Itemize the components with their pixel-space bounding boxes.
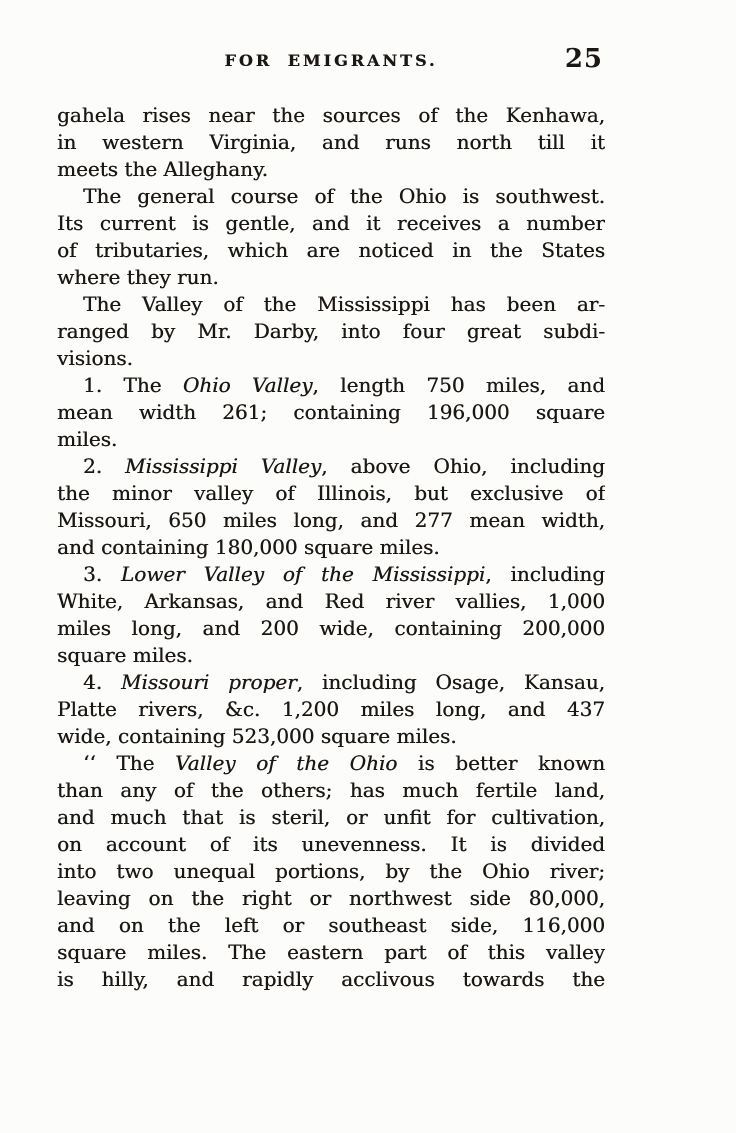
text-line xyxy=(57,615,605,642)
paragraph xyxy=(57,102,605,183)
text-segment: miles. xyxy=(57,427,118,451)
page-number: 25 xyxy=(564,44,603,74)
text-line xyxy=(57,264,605,291)
text-line xyxy=(57,183,605,210)
text-segment: is hilly, and rapidly acclivous towards the xyxy=(57,967,605,991)
text-line xyxy=(57,426,605,453)
text-segment: of tributaries, which are noticed in the States xyxy=(57,238,605,262)
text-line xyxy=(57,885,605,912)
text-segment: miles long, and 200 wide, containing 200,000 xyxy=(57,616,605,640)
text-segment: on account of its unevenness. It is divided xyxy=(57,832,605,856)
running-title: FOR EMIGRANTS. xyxy=(224,51,438,70)
text-line xyxy=(57,831,605,858)
text-line xyxy=(57,858,605,885)
text-segment: The Valley of the Mississippi has been ar- xyxy=(83,292,605,316)
italic-text-segment: Missouri proper xyxy=(120,670,297,694)
text-segment: 3. xyxy=(83,562,121,586)
paragraph xyxy=(57,669,605,750)
text-segment: where they run. xyxy=(57,265,219,289)
text-segment: visions. xyxy=(57,346,133,370)
text-line xyxy=(57,453,605,480)
text-segment: square miles. xyxy=(57,643,193,667)
text-line xyxy=(57,291,605,318)
text-segment: 1. The xyxy=(83,373,183,397)
text-line xyxy=(57,588,605,615)
text-segment: The general course of the Ohio is southwest. xyxy=(83,184,605,208)
text-segment: than any of the others; has much fertile land, xyxy=(57,778,605,802)
text-segment: and containing 180,000 square miles. xyxy=(57,535,440,559)
text-segment: square miles. The eastern part of this valley xyxy=(57,940,605,964)
text-line xyxy=(57,102,605,129)
text-line xyxy=(57,318,605,345)
text-line xyxy=(57,723,605,750)
text-segment: meets the Alleghany. xyxy=(57,157,268,181)
text-line xyxy=(57,507,605,534)
text-segment: wide, containing 523,000 square miles. xyxy=(57,724,457,748)
text-line xyxy=(57,777,605,804)
text-line xyxy=(57,669,605,696)
text-line xyxy=(57,372,605,399)
text-line xyxy=(57,642,605,669)
text-block xyxy=(57,102,605,993)
text-line xyxy=(57,399,605,426)
italic-text-segment: Lower Valley of the Mississippi xyxy=(120,562,486,586)
text-segment: , length 750 miles, and xyxy=(312,373,605,397)
text-line xyxy=(57,210,605,237)
text-segment: Platte rivers, &c. 1,200 miles long, and 437 xyxy=(57,697,605,721)
page-header xyxy=(57,46,605,76)
text-segment: and on the left or southeast side, 116,000 xyxy=(57,913,605,937)
text-line xyxy=(57,750,605,777)
text-segment: , above Ohio, including xyxy=(321,454,605,478)
text-segment: is better known xyxy=(397,751,605,775)
text-line xyxy=(57,237,605,264)
text-line xyxy=(57,696,605,723)
italic-text-segment: Ohio Valley xyxy=(182,373,313,397)
italic-text-segment: Mississippi Valley xyxy=(125,454,322,478)
text-line xyxy=(57,480,605,507)
paragraph xyxy=(57,453,605,561)
text-line xyxy=(57,561,605,588)
text-line xyxy=(57,345,605,372)
paragraph xyxy=(57,183,605,291)
text-segment: Its current is gentle, and it receives a number xyxy=(57,211,605,235)
text-segment: White, Arkansas, and Red river vallies, 1,000 xyxy=(57,589,605,613)
text-segment: Missouri, 650 miles long, and 277 mean width, xyxy=(57,508,605,532)
text-segment: gahela rises near the sources of the Kenhawa, xyxy=(57,103,605,127)
text-segment: 2. xyxy=(83,454,126,478)
paragraph xyxy=(57,372,605,453)
text-line xyxy=(57,939,605,966)
text-segment: in western Virginia, and runs north till it xyxy=(57,130,605,154)
text-line xyxy=(57,534,605,561)
text-segment: mean width 261; containing 196,000 square xyxy=(57,400,605,424)
text-segment: ‘‘ The xyxy=(83,751,176,775)
italic-text-segment: Valley of the Ohio xyxy=(175,751,398,775)
text-segment: , including Osage, Kansau, xyxy=(296,670,605,694)
text-line xyxy=(57,912,605,939)
text-line xyxy=(57,156,605,183)
text-segment: ranged by Mr. Darby, into four great subdi- xyxy=(57,319,605,343)
text-segment: and much that is steril, or unfit for cultivation, xyxy=(57,805,605,829)
text-segment: the minor valley of Illinois, but exclusive of xyxy=(57,481,605,505)
text-segment: leaving on the right or northwest side 80,000, xyxy=(57,886,605,910)
text-line xyxy=(57,804,605,831)
text-line xyxy=(57,129,605,156)
paragraph xyxy=(57,291,605,372)
text-segment: , including xyxy=(485,562,605,586)
text-segment: 4. xyxy=(83,670,121,694)
paragraph xyxy=(57,750,605,993)
text-segment: into two unequal portions, by the Ohio river; xyxy=(57,859,605,883)
text-line xyxy=(57,966,605,993)
paragraph xyxy=(57,561,605,669)
